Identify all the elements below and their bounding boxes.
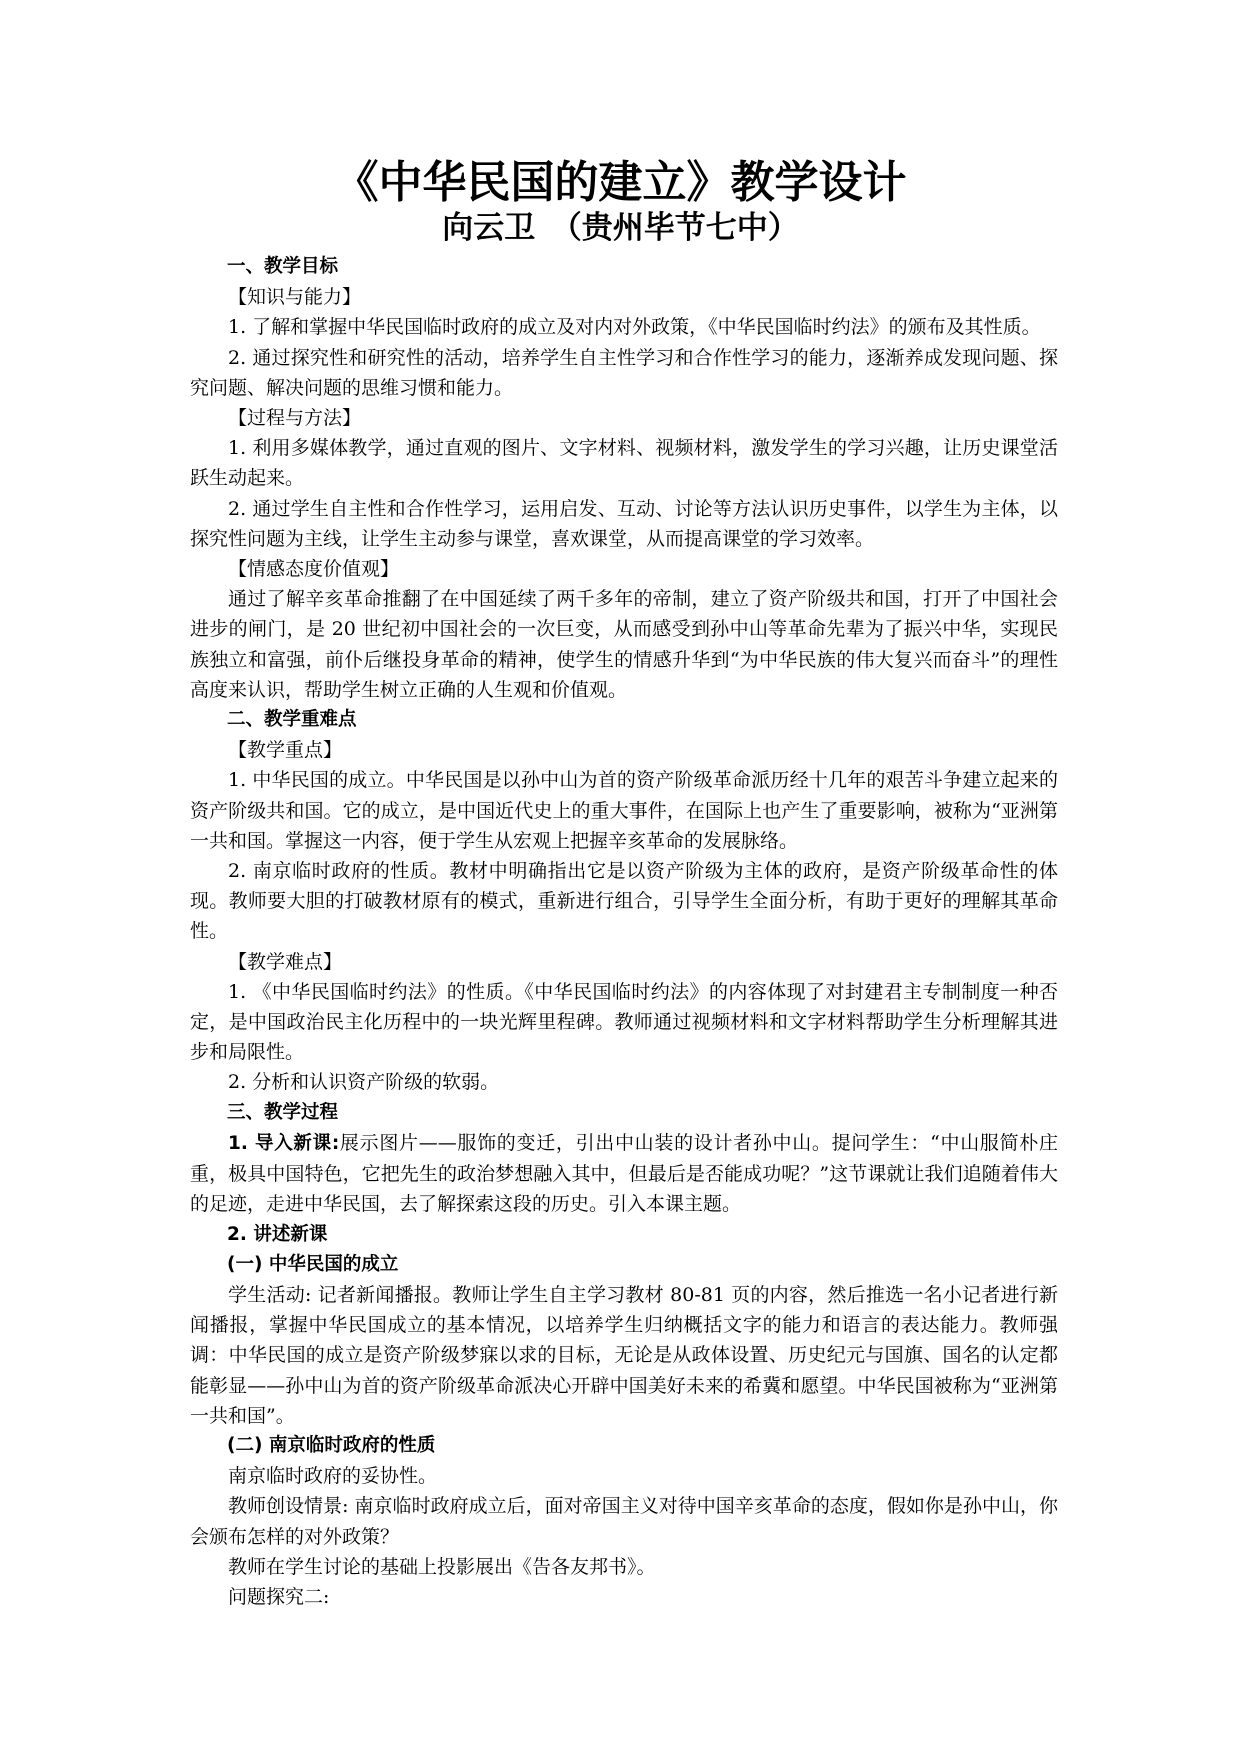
paragraph: 学生活动: 记者新闻播报。教师让学生自主学习教材 80-81 页的内容，然后推选一名小记者进行新闻播报，掌握中华民国成立的基本情况，以培养学生归纳概括文字的能力和语言的表达能力。教师强调：中华民国的成立是资产阶级梦寐以求的目标，无论是从政体设置、历史纪元与国旗、国名的认定都能彰显——孙中山为首的资产阶级革命派决心开辟中国美好未来的希冀和愿望。中华民国被称为“亚洲第一共和国”。: [190, 1283, 1058, 1427]
intro-text: 展示图片——服饰的变迁，引出中山装的设计者孙中山。提问学生：“中山服简朴庄重，极具中国特色，它把先生的政治梦想融入其中，但最后是否能成功呢？”这节课就让我们追随着伟大的足迹，走进中华民国，去了解探索这段的历史。引入本课主题。: [190, 1131, 1059, 1216]
document-title: 《中华民国的建立》教学设计: [334, 157, 907, 208]
section-heading-objectives: 一、教学目标: [227, 256, 339, 277]
section-heading-process: 三、教学过程: [227, 1101, 339, 1123]
paragraph: 2. 南京临时政府的性质。教材中明确指出它是以资产阶级为主体的政府，是资产阶级革命性的体现。教师要大胆的打破教材原有的模式，重新进行组合，引导学生全面分析，有助于更好的理解其革命性。: [190, 860, 1058, 943]
intro-label: 1. 导入新课:: [228, 1132, 340, 1154]
section-heading-key-points: 二、教学重难点: [227, 709, 357, 731]
subheading-difficulty: 【教学难点】: [228, 950, 343, 973]
paragraph: 教师在学生讨论的基础上投影展出《告各友邦书》。: [228, 1555, 656, 1578]
subheading-nature: (二) 南京临时政府的性质: [227, 1434, 436, 1456]
paragraph: 2. 通过学生自主性和合作性学习，运用启发、互动、讨论等方法认识历史事件，以学生为主体，以探究性问题为主线，让学生主动参与课堂，喜欢课堂，从而提高课堂的学习效率。: [190, 497, 1058, 550]
author-line: 向云卫 （贵州毕节七中）: [442, 210, 799, 246]
paragraph: 问题探究二:: [228, 1585, 330, 1608]
subheading-process: 【过程与方法】: [228, 407, 362, 430]
paragraph: 1. 利用多媒体教学，通过直观的图片、文字材料、视频材料，激发学生的学习兴趣，让历史课堂活跃生动起来。: [190, 437, 1058, 490]
paragraph: 1. 了解和掌握中华民国临时政府的成立及对内对外政策，《中华民国临时约法》的颁布及其性质。: [228, 316, 1041, 339]
paragraph: 1. 中华民国的成立。中华民国是以孙中山为首的资产阶级革命派历经十几年的艰苦斗争建立起来的资产阶级共和国。它的成立，是中国近代史上的重大事件，在国际上也产生了重要影响，被称为“亚洲第一共和国。掌握这一内容，便于学生从宏观上把握辛亥革命的发展脉络。: [190, 769, 1058, 852]
subheading-key: 【教学重点】: [228, 739, 343, 762]
paragraph: 1. 《中华民国临时约法》的性质。《中华民国临时约法》的内容体现了对封建君主专制制度一种否定，是中国政治民主化历程中的一块光辉里程碑。教师通过视频材料和文字材料帮助学生分析理解其进步和局限性。: [190, 980, 1058, 1064]
subheading-knowledge: 【知识与能力】: [228, 286, 362, 309]
paragraph: 通过了解辛亥革命推翻了在中国延续了两千多年的帝制，建立了资产阶级共和国，打开了中国社会进步的闸门，是 20 世纪初中国社会的一次巨变，从而感受到孙中山等革命先辈为了振兴中华，实现民族独立和富强，前仆后继投身革命的精神，使学生的情感升华到“为中华民族的伟大复兴而奋斗”的理性高度来认识，帮助学生树立正确的人生观和价值观。: [190, 588, 1058, 701]
paragraph: 2. 通过探究性和研究性的活动，培养学生自主性学习和合作性学习的能力，逐渐养成发现问题、探究问题、解决问题的思维习惯和能力。: [190, 346, 1058, 399]
document-body: [190, 252, 1058, 1612]
paragraph: 南京临时政府的妥协性。: [228, 1465, 438, 1488]
paragraph: 2. 分析和认识资产阶级的软弱。: [228, 1071, 500, 1094]
paragraph-intro: [190, 1128, 1058, 1220]
subheading-new-lesson: 2. 讲述新课: [227, 1223, 328, 1245]
subheading-founding: (一) 中华民国的成立: [227, 1253, 399, 1275]
subheading-values: 【情感态度价值观】: [228, 558, 400, 581]
paragraph: 教师创设情景: 南京临时政府成立后，面对帝国主义对待中国辛亥革命的态度，假如你是孙中山，你会颁布怎样的对外政策？: [190, 1495, 1058, 1548]
